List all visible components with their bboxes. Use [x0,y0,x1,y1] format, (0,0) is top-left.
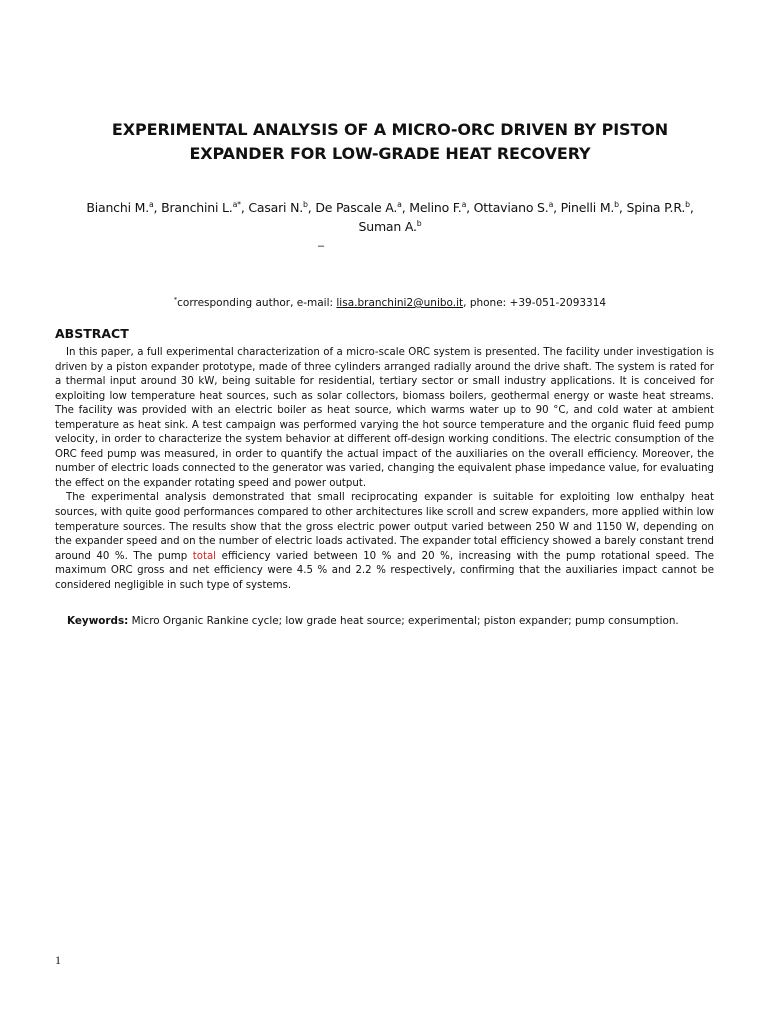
title-line-2: EXPANDER FOR LOW-GRADE HEAT RECOVERY [189,144,591,163]
author: Suman A.$^b$ [358,218,422,234]
keywords-label: Keywords: [67,615,129,627]
highlighted-word: total [192,550,217,562]
author-line-2 [40,217,740,236]
email-link[interactable]: lisa.branchini2@unibo.it [336,297,464,309]
author: Ottaviano S.$^a$, [473,199,561,215]
corresponding-suffix: , phone: +39-051-2093314 [463,297,607,309]
abstract-paragraph-2: The experimental analysis demonstrated that small reciprocating expander is suitable for exploiting low enthalpy heat sources, with quite good performances compared to other architectures like scroll and screw expanders, more applied within low temperature sources. The results show that the gross electric power output varied between 250 W and 1150 W, depending on the expander speed and on the number of electric loads activated. The expander total efficiency showed a barely constant trend around 40 %. The pump total efficiency varied between 10 % and 20 %, increasing with the pump rotational speed. The maximum ORC gross and net efficiency were 4.5 % and 2.2 % respectively, confirming that the auxiliaries impact cannot be considered negligible in such type of systems. [55,492,714,591]
keywords-text: Micro Organic Rankine cycle; low grade heat source; experimental; piston expander; pump consumption. [128,615,679,627]
author: Casari N.$^b$, [248,199,316,215]
page-number: 1 [55,953,61,967]
author: Branchini L.$^{a*}$, [161,199,249,215]
author-list [40,198,740,236]
stray-dash-mark: – [318,240,325,252]
author: Melino F.$^a$, [409,199,474,215]
corresponding-asterisk: * [173,295,178,304]
author: Spina P.R.$^b$, [626,199,694,215]
author: De Pascale A.$^a$, [315,199,410,215]
abstract-body [55,346,714,593]
corresponding-author-note [40,295,740,311]
corresponding-prefix: corresponding author, e-mail: [177,297,337,309]
title-line-1: EXPERIMENTAL ANALYSIS OF A MICRO-ORC DRIVEN BY PISTON [111,120,669,139]
author: Bianchi M.$^a$, [86,199,162,215]
abstract-heading: ABSTRACT [55,326,129,341]
paper-title [60,118,720,166]
keywords-line [67,614,727,629]
author-line-1 [40,198,740,217]
author: Pinelli M.$^b$, [560,199,627,215]
abstract-paragraph-1: In this paper, a full experimental characterization of a micro-scale ORC system is presented. The facility under investigation is driven by a piston expander prototype, made of three cylinders arranged radially around the drive shaft. The system is rated for a thermal input around 30 kW, being suitable for residential, tertiary sector or small industry applications. It is conceived for exploiting low temperature heat sources, such as solar collectors, biomass boilers, geothermal energy or waste heat streams. The facility was provided with an electric boiler as heat source, which warms water up to 90 °C, and cold water at ambient temperature as heat sink. A test campaign was performed varying the hot source temperature and the organic fluid feed pump velocity, in order to characterize the system behavior at different off-design working conditions. The electric consumption of the ORC feed pump was measured, in order to quantify the actual impact of the auxiliaries on the overall efficiency. Moreover, the number of electric loads connected to the generator was varied, changing the equivalent phase impedance value, for evaluating the effect on the expander rotating speed and power output. [55,347,714,489]
